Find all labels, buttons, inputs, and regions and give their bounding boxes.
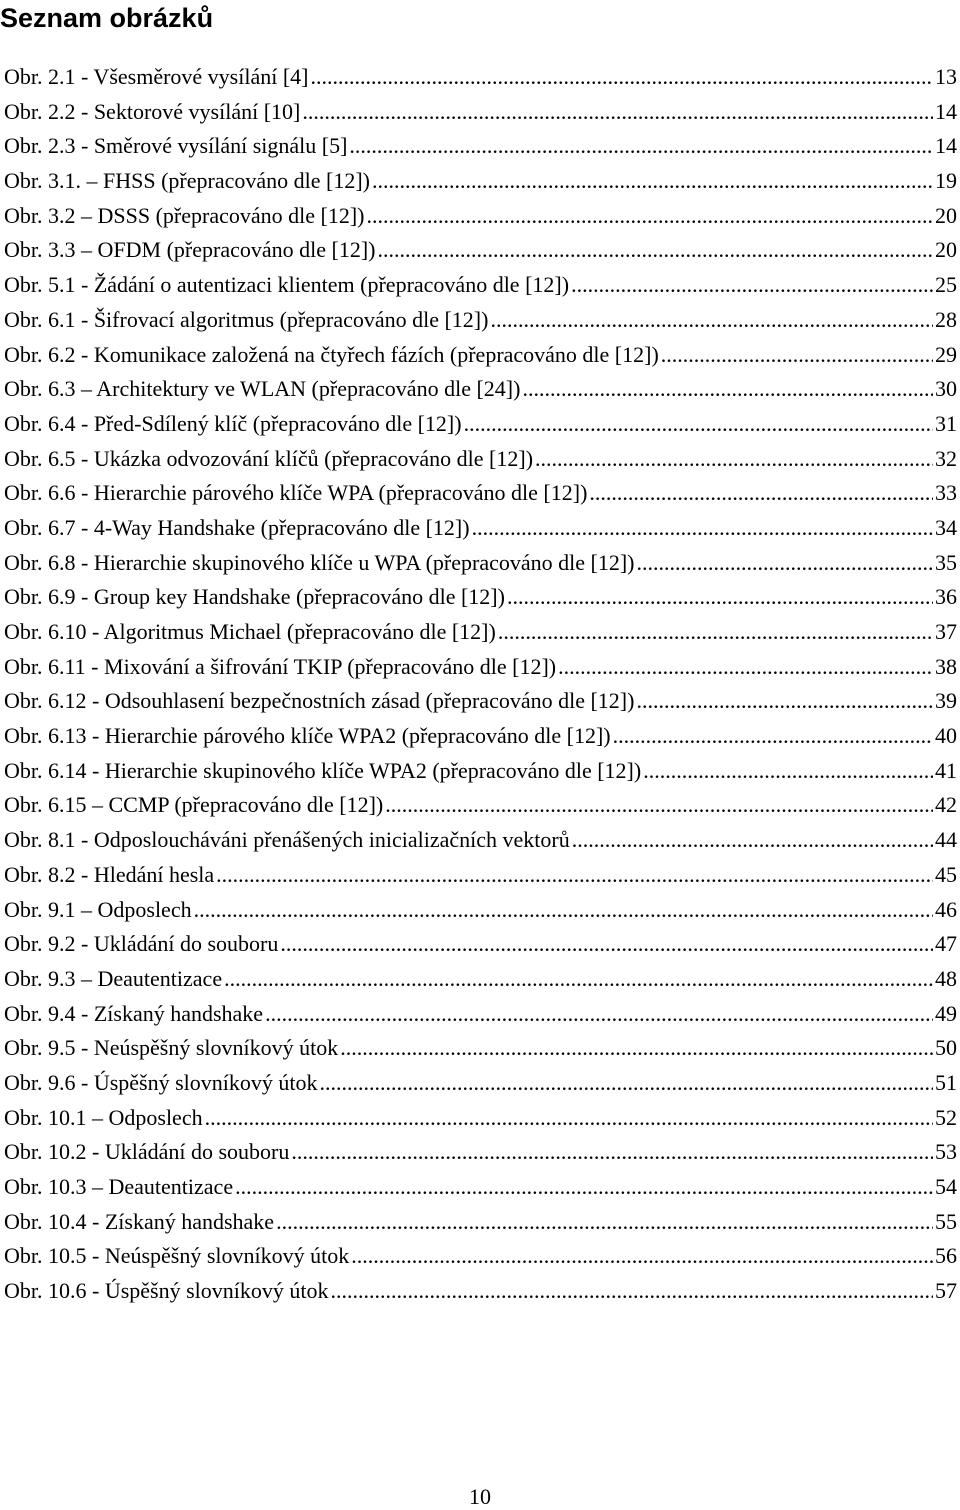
toc-entry-title: Obr. 6.15 – CCMP (přepracováno dle [12]) [4, 792, 384, 818]
toc-entry-page: 54 [935, 1174, 957, 1199]
toc-entry-page: 56 [935, 1243, 957, 1269]
toc-entry[interactable] [4, 719, 960, 754]
toc-entry-page: 55 [935, 1208, 957, 1234]
toc-entry-title: Obr. 10.6 - Úspěšný slovníkový útok [4, 1278, 329, 1304]
toc-entry-title: Obr. 6.12 - Odsouhlasení bezpečnostních zásad (přepracováno dle [12]) [4, 688, 635, 714]
toc-entry[interactable] [4, 893, 960, 928]
toc-entry-title: Obr. 6.2 - Komunikace založená na čtyřech fázích (přepracováno dle [12]) [4, 341, 659, 367]
toc-entry-page: 14 [935, 98, 957, 124]
toc-leader-dots [535, 448, 933, 470]
page-title: Seznam obrázků [0, 3, 214, 33]
toc-entry-title: Obr. 6.14 - Hierarchie skupinového klíče WPA2 (přepracováno dle [12]) [4, 757, 642, 783]
toc-leader-dots [372, 170, 933, 192]
toc-entry-page: 45 [935, 861, 957, 887]
toc-entry-title: Obr. 9.6 - Úspěšný slovníkový útok [4, 1069, 318, 1095]
toc-entry-page: 50 [935, 1035, 957, 1061]
toc-leader-dots [291, 1141, 933, 1163]
toc-entry-page: 38 [935, 653, 957, 679]
toc-entry[interactable] [4, 129, 960, 164]
toc-entry-page: 33 [935, 480, 957, 506]
toc-entry-title: Obr. 6.4 - Před-Sdílený klíč (přepracováno dle [12]) [4, 410, 462, 436]
toc-entry[interactable] [4, 268, 960, 303]
toc-leader-dots [558, 656, 933, 678]
toc-entry-title: Obr. 9.4 - Získaný handshake [4, 1000, 264, 1026]
toc-entry-title: Obr. 9.1 – Odposlech [4, 896, 192, 922]
toc-leader-dots [311, 66, 934, 88]
toc-leader-dots [636, 690, 933, 712]
toc-entry[interactable] [4, 788, 960, 823]
toc-entry[interactable] [4, 1135, 960, 1170]
toc-entry[interactable] [4, 684, 960, 719]
toc-entry-title: Obr. 10.3 – Deautentizace [4, 1174, 234, 1199]
toc-entry-title: Obr. 6.5 - Ukázka odvozování klíčů (přepracováno dle [12]) [4, 445, 534, 471]
toc-entry[interactable] [4, 303, 960, 338]
toc-entry-page: 14 [935, 133, 957, 159]
toc-entry-title: Obr. 9.3 – Deautentizace [4, 965, 223, 991]
toc-entry[interactable] [4, 233, 960, 268]
toc-entry[interactable] [4, 823, 960, 858]
toc-leader-dots [572, 829, 933, 851]
toc-entry-page: 34 [935, 514, 957, 540]
toc-leader-dots [340, 1037, 933, 1059]
toc-leader-dots [661, 344, 933, 366]
toc-entry[interactable] [4, 407, 960, 442]
toc-leader-dots [280, 933, 933, 955]
toc-entry-title: Obr. 10.1 – Odposlech [4, 1104, 203, 1130]
toc-entry-page: 35 [935, 549, 957, 575]
toc-entry-title: Obr. 10.4 - Získaný handshake [4, 1208, 275, 1234]
toc-entry-title: Obr. 10.5 - Neúspěšný slovníkový útok [4, 1243, 350, 1269]
toc-entry[interactable] [4, 199, 960, 234]
page-number: 10 [469, 1484, 491, 1509]
toc-entry-title: Obr. 6.11 - Mixování a šifrování TKIP (přepracováno dle [12]) [4, 653, 557, 679]
toc-leader-dots [265, 1003, 933, 1025]
toc-leader-dots [320, 1072, 934, 1094]
toc-entry[interactable] [4, 1066, 960, 1101]
toc-entry-title: Obr. 6.13 - Hierarchie párového klíče WPA2 (přepracováno dle [12]) [4, 723, 611, 749]
toc-entry-page: 19 [935, 168, 957, 194]
toc-entry-page: 44 [935, 827, 957, 853]
toc-leader-dots [589, 482, 933, 504]
toc-entry-title: Obr. 6.6 - Hierarchie párového klíče WPA (přepracováno dle [12]) [4, 480, 588, 506]
toc-leader-dots [464, 413, 933, 435]
toc-entry-title: Obr. 6.7 - 4-Way Handshake (přepracováno dle [12]) [4, 514, 470, 540]
toc-entry-page: 47 [935, 931, 957, 957]
toc-entry[interactable] [4, 580, 960, 615]
toc-entry-page: 40 [935, 723, 957, 749]
toc-entry-title: Obr. 8.2 - Hledání hesla [4, 861, 215, 887]
toc-leader-dots [472, 517, 933, 539]
toc-entry-page: 20 [935, 202, 957, 228]
toc-entry[interactable] [4, 997, 960, 1032]
toc-entry-page: 37 [935, 619, 957, 644]
toc-entry[interactable] [4, 962, 960, 997]
toc-entry[interactable] [4, 1031, 960, 1066]
toc-entry-page: 48 [935, 965, 957, 991]
toc-leader-dots [613, 725, 933, 747]
toc-entry-page: 25 [935, 272, 957, 298]
toc-leader-dots [637, 552, 934, 574]
toc-entry[interactable] [4, 754, 960, 789]
toc-entry-page: 30 [935, 376, 957, 402]
toc-entry-title: Obr. 2.1 - Všesměrové vysílání [4] [4, 64, 309, 89]
toc-entry-title: Obr. 6.8 - Hierarchie skupinového klíče u WPA (přepracováno dle [12]) [4, 549, 635, 575]
toc-entry-title: Obr. 9.2 - Ukládání do souboru [4, 931, 279, 957]
toc-leader-dots [490, 309, 933, 331]
toc-entry-title: Obr. 2.2 - Sektorové vysílání [10] [4, 98, 301, 124]
toc-entry-title: Obr. 3.2 – DSSS (přepracováno dle [12]) [4, 202, 365, 228]
toc-entry-page: 42 [935, 792, 957, 818]
toc-leader-dots [276, 1211, 933, 1233]
toc-entry-page: 41 [935, 757, 957, 783]
toc-entry[interactable] [4, 650, 960, 685]
toc-entry[interactable] [4, 95, 960, 130]
toc-entry-page: 36 [935, 584, 957, 610]
toc-entry[interactable] [4, 1170, 960, 1205]
toc-entry[interactable] [4, 164, 960, 199]
toc-leader-dots [302, 101, 933, 123]
toc-leader-dots [522, 378, 933, 400]
toc-entry-page: 53 [935, 1139, 957, 1165]
figure-list [4, 60, 960, 1309]
toc-entry[interactable] [4, 1101, 960, 1136]
toc-entry-page: 52 [935, 1104, 957, 1130]
toc-entry-page: 28 [935, 306, 957, 332]
toc-leader-dots [194, 899, 933, 921]
toc-leader-dots [351, 1245, 933, 1267]
toc-entry[interactable] [4, 60, 960, 95]
toc-leader-dots [377, 239, 933, 261]
toc-entry-title: Obr. 6.9 - Group key Handshake (přepracováno dle [12]) [4, 584, 505, 610]
toc-leader-dots [224, 968, 933, 990]
toc-entry[interactable] [4, 927, 960, 962]
toc-entry[interactable] [4, 1205, 960, 1240]
toc-entry[interactable] [4, 1274, 960, 1309]
toc-entry-page: 51 [935, 1069, 957, 1095]
toc-entry[interactable] [4, 372, 960, 407]
toc-entry-page: 32 [935, 445, 957, 471]
toc-leader-dots [331, 1280, 934, 1302]
toc-leader-dots [385, 794, 933, 816]
toc-entry-page: 46 [935, 896, 957, 922]
toc-leader-dots [216, 864, 933, 886]
toc-leader-dots [349, 135, 933, 157]
toc-entry[interactable] [4, 511, 960, 546]
toc-entry-title: Obr. 8.1 - Odposloucháváni přenášených inicializačních vektorů [4, 827, 570, 853]
toc-leader-dots [507, 586, 933, 608]
toc-entry[interactable] [4, 546, 960, 581]
toc-entry-title: Obr. 5.1 - Žádání o autentizaci klientem (přepracováno dle [12]) [4, 272, 570, 298]
toc-entry-title: Obr. 6.1 - Šifrovací algoritmus (přepracováno dle [12]) [4, 306, 489, 332]
toc-entry-page: 57 [935, 1278, 957, 1304]
toc-entry[interactable] [4, 615, 960, 650]
toc-entry[interactable] [4, 1239, 960, 1274]
toc-entry-page: 29 [935, 341, 957, 367]
toc-entry-title: Obr. 6.3 – Architektury ve WLAN (přepracováno dle [24]) [4, 376, 521, 402]
toc-entry-title: Obr. 10.2 - Ukládání do souboru [4, 1139, 290, 1165]
toc-leader-dots [643, 760, 933, 782]
toc-entry-page: 13 [935, 64, 957, 89]
toc-entry-title: Obr. 6.10 - Algoritmus Michael (přepracováno dle [12]) [4, 619, 496, 644]
toc-entry-page: 49 [935, 1000, 957, 1026]
toc-entry-title: Obr. 3.1. – FHSS (přepracováno dle [12]) [4, 168, 370, 194]
toc-entry-title: Obr. 2.3 - Směrové vysílání signálu [5] [4, 133, 348, 159]
toc-entry-page: 39 [935, 688, 957, 714]
toc-entry[interactable] [4, 338, 960, 373]
toc-leader-dots [571, 274, 933, 296]
toc-entry-page: 31 [935, 410, 957, 436]
toc-entry-title: Obr. 3.3 – OFDM (přepracováno dle [12]) [4, 237, 376, 263]
toc-entry-title: Obr. 9.5 - Neúspěšný slovníkový útok [4, 1035, 339, 1061]
toc-entry[interactable] [4, 858, 960, 893]
toc-entry[interactable] [4, 476, 960, 511]
toc-leader-dots [367, 205, 934, 227]
toc-leader-dots [205, 1107, 933, 1129]
toc-leader-dots [498, 621, 933, 643]
toc-entry[interactable] [4, 442, 960, 477]
toc-entry-page: 20 [935, 237, 957, 263]
toc-leader-dots [235, 1176, 933, 1198]
